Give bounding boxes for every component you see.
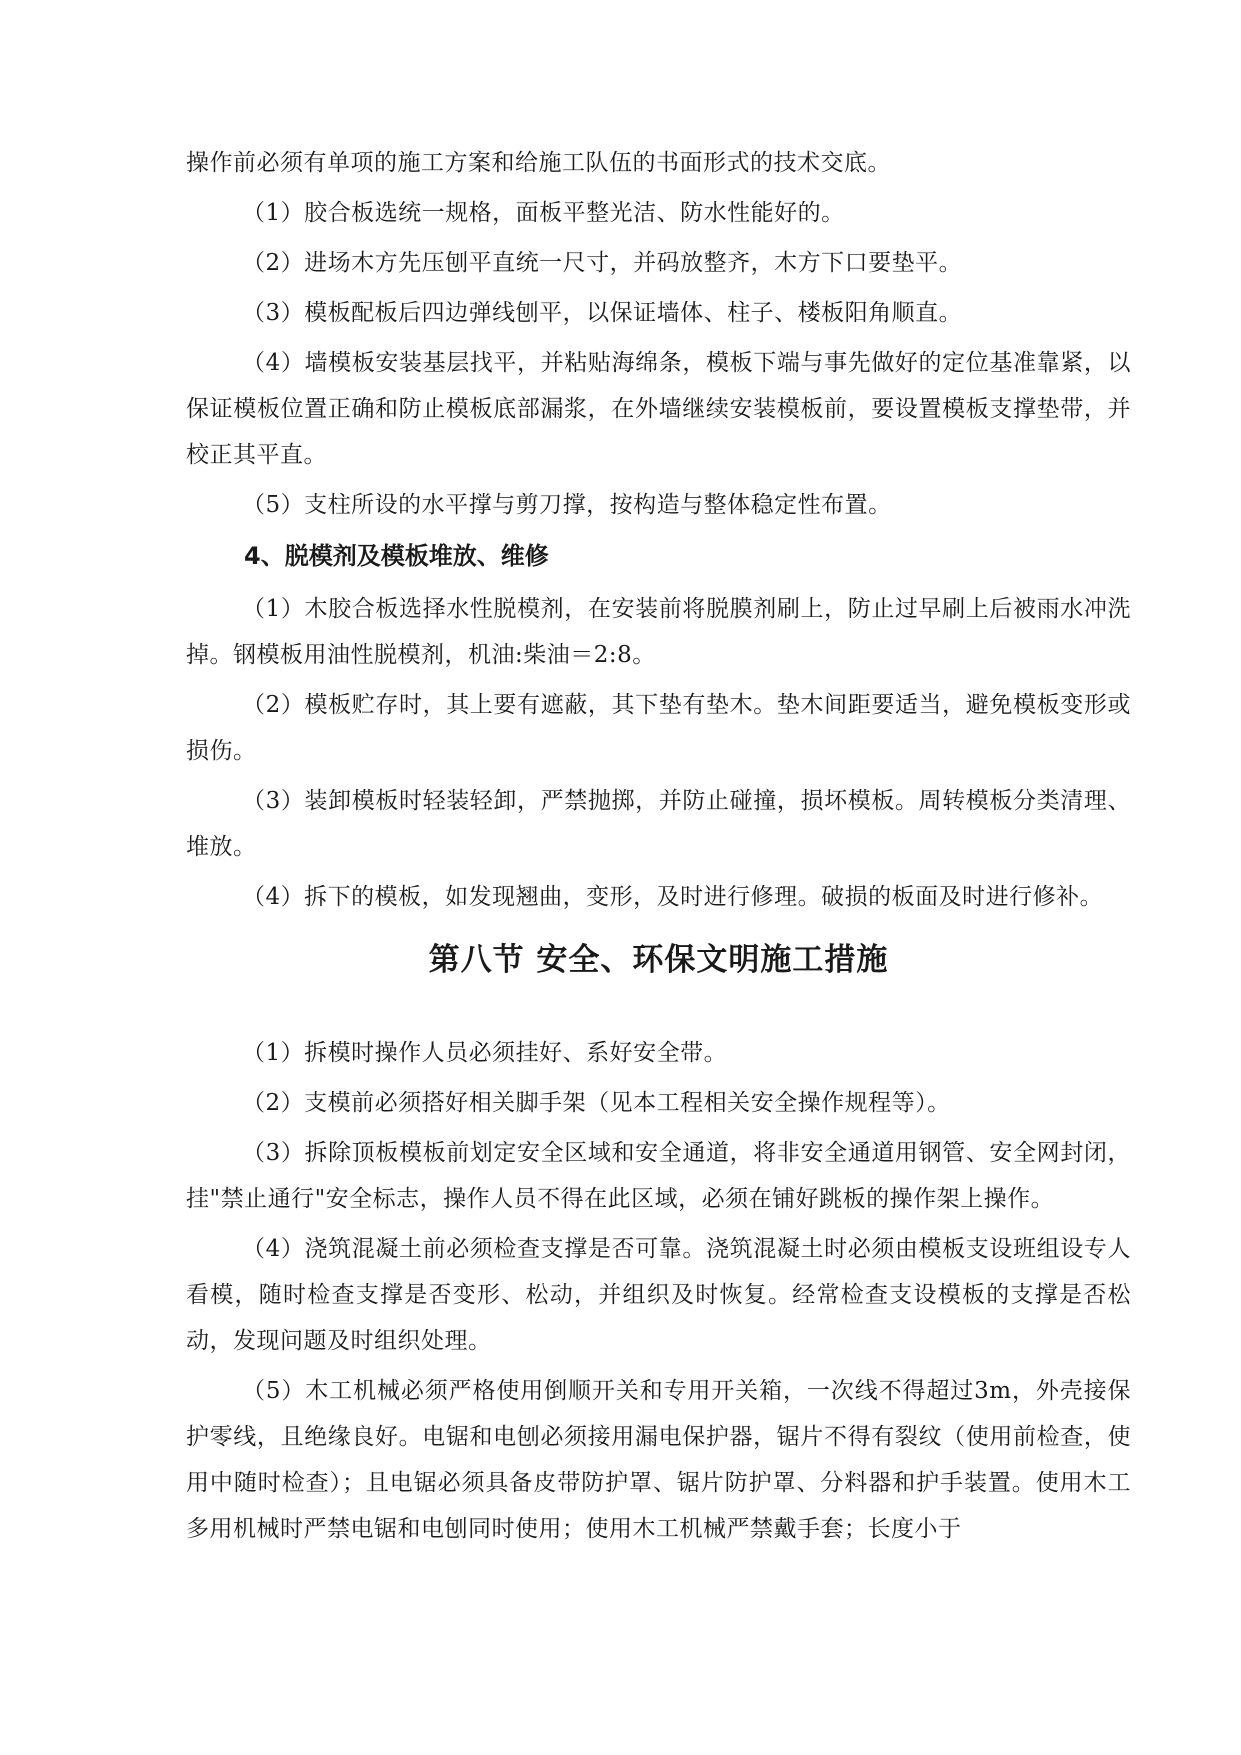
- paragraph-item-5: （5）支柱所设的水平撑与剪刀撑，按构造与整体稳定性布置。: [242, 492, 892, 518]
- paragraph-item-1: （1）胶合板选统一规格，面板平整光洁、防水性能好的。: [242, 200, 845, 226]
- paragraph-item-4: （4）墙模板安装基层找平，并粘贴海绵条，模板下端与事先做好的定位基准靠紧，以保证模板位置正确和防止模板底部漏浆，在外墙继续安装模板前，要设置模板支撑垫带，并校正其平直。: [186, 350, 1131, 468]
- paragraph-release-1: （1）木胶合板选择水性脱模剂，在安装前将脱膜剂刷上，防止过早刷上后被雨水冲洗掉。钢模板用油性脱模剂，机油:柴油＝2:8。: [186, 596, 1131, 668]
- paragraph-item-2: （2）进场木方先压刨平直统一尺寸，并码放整齐，木方下口要垫平。: [242, 250, 963, 276]
- section-title: 第八节 安全、环保文明施工措施: [428, 942, 889, 978]
- paragraph-safety-3: （3）拆除顶板模板前划定安全区域和安全通道，将非安全通道用钢管、安全网封闭，挂"禁止通行"安全标志，操作人员不得在此区域，必须在铺好跳板的操作架上操作。: [186, 1140, 1131, 1212]
- subheading-release-agent: 4、脱模剂及模板堆放、维修: [244, 542, 549, 570]
- paragraph-release-3: （3）装卸模板时轻装轻卸，严禁抛掷，并防止碰撞，损坏模板。周转模板分类清理、堆放。: [186, 788, 1131, 860]
- paragraph-safety-1: （1）拆模时操作人员必须挂好、系好安全带。: [242, 1040, 728, 1066]
- paragraph-release-4: （4）拆下的模板，如发现翘曲，变形，及时进行修理。破损的板面及时进行修补。: [242, 884, 1104, 910]
- paragraph-safety-4: （4）浇筑混凝土前必须检查支撑是否可靠。浇筑混凝土时必须由模板支设班组设专人看模，随时检查支撑是否变形、松动，并组织及时恢复。经常检查支设模板的支撑是否松动，发现问题及时组织处理。: [186, 1236, 1131, 1354]
- paragraph-safety-2: （2）支模前必须搭好相关脚手架（见本工程相关安全操作规程等）。: [242, 1090, 951, 1116]
- paragraph-intro: 操作前必须有单项的施工方案和给施工队伍的书面形式的技术交底。: [186, 150, 891, 176]
- document-body: [186, 140, 1131, 1556]
- paragraph-release-2: （2）模板贮存时，其上要有遮蔽，其下垫有垫木。垫木间距要适当，避免模板变形或损伤。: [186, 692, 1131, 764]
- paragraph-item-3: （3）模板配板后四边弹线刨平，以保证墙体、柱子、楼板阳角顺直。: [242, 300, 963, 326]
- paragraph-safety-5: （5）木工机械必须严格使用倒顺开关和专用开关箱，一次线不得超过3m，外壳接保护零线，且绝缘良好。电锯和电刨必须接用漏电保护器，锯片不得有裂纹（使用前检查，使用中随时检查）；且电锯必须具备皮带防护罩、锯片防护罩、分料器和护手装置。使用木工多用机械时严禁电锯和电刨同时使用；使用木工机械严禁戴手套；长度小于: [186, 1378, 1131, 1542]
